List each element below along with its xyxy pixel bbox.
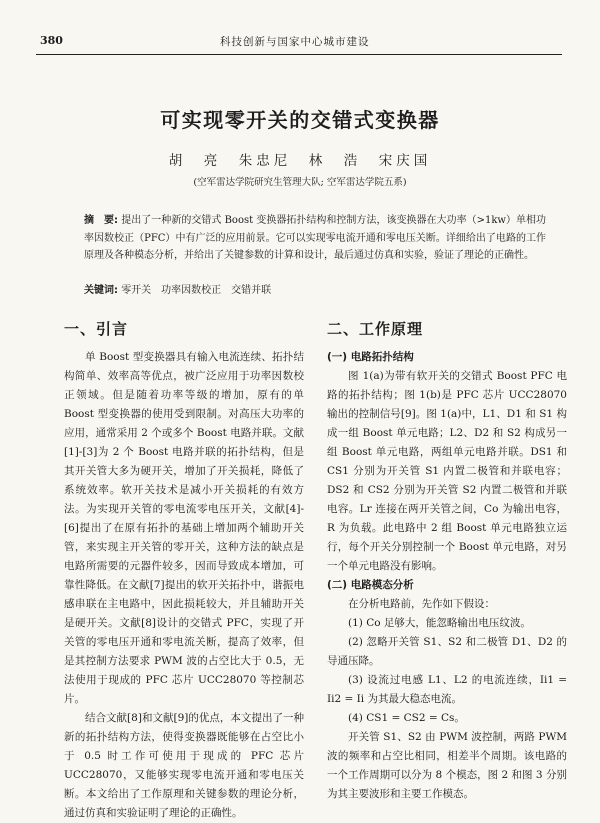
left-column [64,318,304,823]
header-rule [36,54,562,55]
list-item: (2) 忽略开关管 S1、S2 和二极管 D1、D2 的导通压降。 [327,636,567,667]
list-item: (4) CS1 = CS2 = Cs。 [348,712,465,724]
right-column [327,318,567,804]
section-heading-introduction: 一、引言 [64,320,129,338]
assumption-list [327,595,567,804]
affiliation: (空军雷达学院研究生管理大队; 空军雷达学院五系) [193,177,407,188]
paper-title: 可实现零开关的交错式变换器 [160,108,440,132]
paragraph: 在分析电路前，先作如下假设： [348,598,495,610]
paragraph: 结合文献[8]和文献[9]的优点，本文提出了一种新的拓扑结构方法，使得变换器既能够在占空比小于 0.5 时工作可使用于现成的 PFC 芯片 UCC28070，又能够实现零电流开通和零电压关断。本文给出了工作原理和关键参数的理论分析，通过仿真和实验证明了理论的正确性。 [64,712,304,819]
abstract [84,212,546,265]
subsection-heading-topology: (一) 电路拓扑结构 [327,351,414,363]
list-item: (1) Co 足够大，能忽略输出电压纹波。 [348,617,531,629]
running-head: 科技创新与国家中心城市建设 [220,36,370,48]
keywords-text: 零开关 功率因数校正 交错并联 [121,285,272,296]
paragraph: 单 Boost 型变换器具有输入电流连续、拓扑结构简单、效率高等优点，被广泛应用于功率因数校正领域。但是随着功率等级的增加，原有的单 Boost 型变换器的使用受到限制。对高压大功率的应用，通常采用 2 个或多个 Boost 电路并联。文献[1]-[3]为 2 个 Boost 电路并联的拓扑结构，但是其开关管大多为硬开关，增加了开关损耗，降低了系统效率。软开关技术是减小开关损耗的有效方法。为实现开关管的零电流零电压开关，文献[4]-[6]提出了在原有拓扑的基础上增加两个辅助开关管，来实现主开关管的零开关，这种方法的缺点是电路所需要的元器件较多，因而导致成本增加，可靠性降低。在文献[7]提出的软开关拓扑中，谐振电感串联在主电路中，因此损耗较大，并且辅助开关是硬开关。文献[8]设计的交错式 PFC，实现了开关管的零电压开通和零电流关断，提高了效率，但是其控制方法要求 PWM 波的占空比大于 0.5，无法使用于现成的 PFC 芯片 UCC28070 等控制芯片。 [64,351,304,705]
section-heading-principle: 二、工作原理 [327,320,424,338]
paragraph: 图 1(a)为带有软开关的交错式 Boost PFC 电路的拓扑结构；图 1(b)是 PFC 芯片 UCC28070 输出的控制信号[9]。图 1(a)中，L1、D1 和 S1 构成一组 Boost 单元电路；L2、D2 和 S2 构成另一组 Boost 单元电路，两组单元电路并联。DS1 和 CS1 分别为开关管 S1 内置二极管和并联电容；DS2 和 CS2 分别为开关管 S2 内置二极管和并联电容。Lr 连接在两开关管之间，Co 为输出电容，R 为负载。此电路中 2 组 Boost 单元电路独立运行，每个开关分别控制一个 Boost 单元电路，对另一个单元电路没有影响。 [327,370,567,572]
abstract-label: 摘 要: [84,215,119,226]
keywords [84,281,546,296]
authors: 胡 亮 朱忠尼 林 浩 宋庆国 [168,153,432,169]
subsection-heading-modal-analysis: (二) 电路模态分析 [327,579,414,591]
paragraph: 开关管 S1、S2 由 PWM 波控制，两路 PWM 波的频率和占空比相同，相差半个周期。该电路的一个工作周期可以分为 8 个模态，图 2 和图 3 分别为其主要波形和主要工作模态。 [327,731,567,800]
page-number: 380 [40,34,63,47]
abstract-text: 提出了一种新的交错式 Boost 变换器拓扑结构和控制方法，该变换器在大功率（>1kw）单相功率因数校正（PFC）中有广泛的应用前景。它可以实现零电流开通和零电压关断。详细给出了电路的工作原理及各种模态分析，并给出了关键参数的计算和设计，最后通过仿真和实验，验证了理论的正确性。 [84,215,547,261]
page-header [40,34,562,50]
keywords-label: 关键词: [84,285,118,296]
list-item: (3) 设流过电感 L1、L2 的电流连续，Ii1 = Ii2 = Ii 为其最大稳态电流。 [327,674,567,705]
